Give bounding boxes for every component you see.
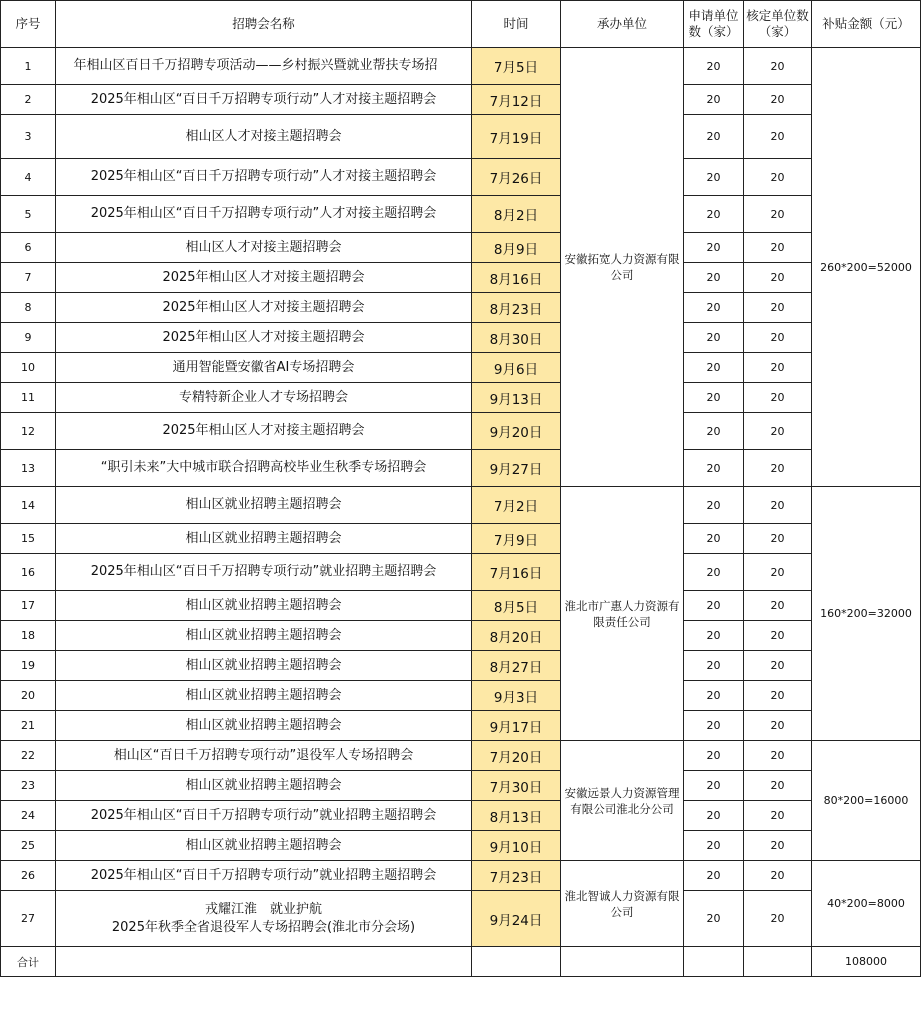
approved-cell: 20	[744, 831, 812, 861]
name-cell: 相山区就业招聘主题招聘会	[56, 524, 472, 554]
date-cell: 7月26日	[472, 159, 561, 196]
table-row	[1, 621, 921, 651]
subsidy-cell: 160*200=32000	[812, 487, 921, 741]
org-cell: 淮北市广惠人力资源有限责任公司	[561, 487, 684, 741]
name-line-2: 2025年秋季全省退役军人专场招聘会(淮北市分会场)	[111, 919, 416, 935]
table-row	[1, 651, 921, 681]
approved-cell: 20	[744, 413, 812, 450]
applied-cell: 20	[684, 801, 744, 831]
approved-cell: 20	[744, 383, 812, 413]
seq-cell: 27	[1, 891, 56, 947]
date-cell: 9月20日	[472, 413, 561, 450]
applied-cell: 20	[684, 711, 744, 741]
table-row	[1, 353, 921, 383]
name-cell: 相山区就业招聘主题招聘会	[56, 681, 472, 711]
seq-cell: 11	[1, 383, 56, 413]
name-cell	[56, 48, 472, 85]
approved-cell: 20	[744, 263, 812, 293]
table-row	[1, 524, 921, 554]
table-row	[1, 771, 921, 801]
total-empty-approved	[744, 947, 812, 977]
applied-cell: 20	[684, 621, 744, 651]
table-row	[1, 741, 921, 771]
applied-cell: 20	[684, 323, 744, 353]
approved-cell: 20	[744, 196, 812, 233]
applied-cell: 20	[684, 159, 744, 196]
seq-cell: 10	[1, 353, 56, 383]
total-empty-applied	[684, 947, 744, 977]
date-cell: 8月2日	[472, 196, 561, 233]
approved-cell: 20	[744, 621, 812, 651]
applied-cell: 20	[684, 413, 744, 450]
date-cell: 7月12日	[472, 85, 561, 115]
subsidy-cell: 40*200=8000	[812, 861, 921, 947]
header-seq: 序号	[1, 1, 56, 48]
applied-cell: 20	[684, 383, 744, 413]
total-label: 合计	[1, 947, 56, 977]
header-subsidy: 补贴金额（元）	[812, 1, 921, 48]
total-empty-date	[472, 947, 561, 977]
seq-cell: 21	[1, 711, 56, 741]
date-cell: 8月5日	[472, 591, 561, 621]
table-row	[1, 801, 921, 831]
applied-cell: 20	[684, 233, 744, 263]
header-applied: 申请单位数（家）	[684, 1, 744, 48]
approved-cell: 20	[744, 891, 812, 947]
table-row	[1, 159, 921, 196]
name-cell: 相山区就业招聘主题招聘会	[56, 591, 472, 621]
date-cell: 9月13日	[472, 383, 561, 413]
seq-cell: 7	[1, 263, 56, 293]
approved-cell: 20	[744, 85, 812, 115]
applied-cell: 20	[684, 831, 744, 861]
approved-cell: 20	[744, 159, 812, 196]
org-cell: 安徽远景人力资源管理有限公司淮北分公司	[561, 741, 684, 861]
seq-cell: 9	[1, 323, 56, 353]
date-cell: 7月9日	[472, 524, 561, 554]
date-cell: 9月6日	[472, 353, 561, 383]
name-cell: 相山区就业招聘主题招聘会	[56, 487, 472, 524]
applied-cell: 20	[684, 591, 744, 621]
seq-cell: 13	[1, 450, 56, 487]
date-cell: 7月30日	[472, 771, 561, 801]
applied-cell: 20	[684, 861, 744, 891]
table-row	[1, 323, 921, 353]
approved-cell: 20	[744, 651, 812, 681]
seq-cell: 2	[1, 85, 56, 115]
approved-cell: 20	[744, 293, 812, 323]
approved-cell: 20	[744, 771, 812, 801]
seq-cell: 18	[1, 621, 56, 651]
table-row	[1, 681, 921, 711]
seq-cell: 22	[1, 741, 56, 771]
table-row	[1, 196, 921, 233]
table-row	[1, 711, 921, 741]
table-row	[1, 861, 921, 891]
name-cell: 2025年相山区人才对接主题招聘会	[56, 323, 472, 353]
subsidy-cell: 80*200=16000	[812, 741, 921, 861]
applied-cell: 20	[684, 554, 744, 591]
name-cell: 2025年相山区“百日千万招聘专项行动”人才对接主题招聘会	[56, 85, 472, 115]
table-row	[1, 413, 921, 450]
table-row	[1, 383, 921, 413]
name-cell: 2025年相山区“百日千万招聘专项行动”就业招聘主题招聘会	[56, 801, 472, 831]
applied-cell: 20	[684, 353, 744, 383]
table-row	[1, 591, 921, 621]
applied-cell: 20	[684, 891, 744, 947]
header-org: 承办单位	[561, 1, 684, 48]
table-row	[1, 487, 921, 524]
name-cell: 相山区人才对接主题招聘会	[56, 233, 472, 263]
applied-cell: 20	[684, 196, 744, 233]
applied-cell: 20	[684, 115, 744, 159]
seq-cell: 14	[1, 487, 56, 524]
name-cell: 相山区就业招聘主题招聘会	[56, 711, 472, 741]
name-cell: 相山区就业招聘主题招聘会	[56, 831, 472, 861]
date-cell: 7月5日	[472, 48, 561, 85]
org-cell: 安徽拓宽人力资源有限公司	[561, 48, 684, 487]
approved-cell: 20	[744, 450, 812, 487]
date-cell: 7月19日	[472, 115, 561, 159]
applied-cell: 20	[684, 651, 744, 681]
subsidy-cell: 260*200=52000	[812, 48, 921, 487]
approved-cell: 20	[744, 861, 812, 891]
approved-cell: 20	[744, 711, 812, 741]
name-cell: 相山区就业招聘主题招聘会	[56, 771, 472, 801]
approved-cell: 20	[744, 487, 812, 524]
date-cell: 7月20日	[472, 741, 561, 771]
name-cell: 相山区人才对接主题招聘会	[56, 115, 472, 159]
name-cell: 相山区“百日千万招聘专项行动”退役军人专场招聘会	[56, 741, 472, 771]
approved-cell: 20	[744, 115, 812, 159]
date-cell: 9月10日	[472, 831, 561, 861]
date-cell: 8月9日	[472, 233, 561, 263]
header-approved: 核定单位数（家）	[744, 1, 812, 48]
seq-cell: 15	[1, 524, 56, 554]
name-cell: 2025年相山区“百日千万招聘专项行动”就业招聘主题招聘会	[56, 554, 472, 591]
date-cell: 7月2日	[472, 487, 561, 524]
applied-cell: 20	[684, 741, 744, 771]
table-row	[1, 293, 921, 323]
approved-cell: 20	[744, 353, 812, 383]
seq-cell: 19	[1, 651, 56, 681]
date-cell: 9月3日	[472, 681, 561, 711]
table-row	[1, 115, 921, 159]
approved-cell: 20	[744, 591, 812, 621]
table-row	[1, 831, 921, 861]
name-cell	[56, 891, 472, 947]
seq-cell: 1	[1, 48, 56, 85]
table-row	[1, 85, 921, 115]
seq-cell: 24	[1, 801, 56, 831]
seq-cell: 20	[1, 681, 56, 711]
date-cell: 9月24日	[472, 891, 561, 947]
name-cell: 2025年相山区人才对接主题招聘会	[56, 263, 472, 293]
applied-cell: 20	[684, 524, 744, 554]
name-cell: 通用智能暨安徽省AI专场招聘会	[56, 353, 472, 383]
date-cell: 9月27日	[472, 450, 561, 487]
date-cell: 8月23日	[472, 293, 561, 323]
seq-cell: 25	[1, 831, 56, 861]
header-row	[1, 1, 921, 48]
approved-cell: 20	[744, 323, 812, 353]
name-cell: “职引未来”大中城市联合招聘高校毕业生秋季专场招聘会	[56, 450, 472, 487]
applied-cell: 20	[684, 85, 744, 115]
table-row	[1, 48, 921, 85]
table-row	[1, 233, 921, 263]
date-cell: 7月23日	[472, 861, 561, 891]
name-cell: 相山区就业招聘主题招聘会	[56, 621, 472, 651]
header-name: 招聘会名称	[56, 1, 472, 48]
approved-cell: 20	[744, 681, 812, 711]
approved-cell: 20	[744, 741, 812, 771]
name-line-1: 戎耀江淮 就业护航	[204, 901, 322, 917]
approved-cell: 20	[744, 233, 812, 263]
approved-cell: 20	[744, 524, 812, 554]
header-date: 时间	[472, 1, 561, 48]
name-text: 年相山区百日千万招聘专项活动——乡村振兴暨就业帮扶专场招	[73, 58, 438, 73]
seq-cell: 17	[1, 591, 56, 621]
date-cell: 7月16日	[472, 554, 561, 591]
date-cell: 8月27日	[472, 651, 561, 681]
applied-cell: 20	[684, 48, 744, 85]
applied-cell: 20	[684, 487, 744, 524]
approved-cell: 20	[744, 554, 812, 591]
seq-cell: 4	[1, 159, 56, 196]
name-cell: 2025年相山区人才对接主题招聘会	[56, 293, 472, 323]
total-empty-name	[56, 947, 472, 977]
date-cell: 8月20日	[472, 621, 561, 651]
seq-cell: 12	[1, 413, 56, 450]
total-row	[1, 947, 921, 977]
table-row	[1, 450, 921, 487]
applied-cell: 20	[684, 681, 744, 711]
name-cell: 2025年相山区人才对接主题招聘会	[56, 413, 472, 450]
seq-cell: 5	[1, 196, 56, 233]
approved-cell: 20	[744, 48, 812, 85]
seq-cell: 3	[1, 115, 56, 159]
name-cell: 专精特新企业人才专场招聘会	[56, 383, 472, 413]
seq-cell: 8	[1, 293, 56, 323]
name-cell: 2025年相山区“百日千万招聘专项行动”人才对接主题招聘会	[56, 159, 472, 196]
table-row	[1, 263, 921, 293]
total-subsidy: 108000	[812, 947, 921, 977]
applied-cell: 20	[684, 450, 744, 487]
table-row	[1, 891, 921, 947]
approved-cell: 20	[744, 801, 812, 831]
date-cell: 9月17日	[472, 711, 561, 741]
applied-cell: 20	[684, 771, 744, 801]
total-empty-org	[561, 947, 684, 977]
name-cell: 2025年相山区“百日千万招聘专项行动”就业招聘主题招聘会	[56, 861, 472, 891]
date-cell: 8月30日	[472, 323, 561, 353]
applied-cell: 20	[684, 293, 744, 323]
name-cell: 相山区就业招聘主题招聘会	[56, 651, 472, 681]
seq-cell: 16	[1, 554, 56, 591]
seq-cell: 26	[1, 861, 56, 891]
seq-cell: 6	[1, 233, 56, 263]
table-row	[1, 554, 921, 591]
name-cell: 2025年相山区“百日千万招聘专项行动”人才对接主题招聘会	[56, 196, 472, 233]
applied-cell: 20	[684, 263, 744, 293]
date-cell: 8月16日	[472, 263, 561, 293]
date-cell: 8月13日	[472, 801, 561, 831]
org-cell: 淮北智诚人力资源有限公司	[561, 861, 684, 947]
seq-cell: 23	[1, 771, 56, 801]
